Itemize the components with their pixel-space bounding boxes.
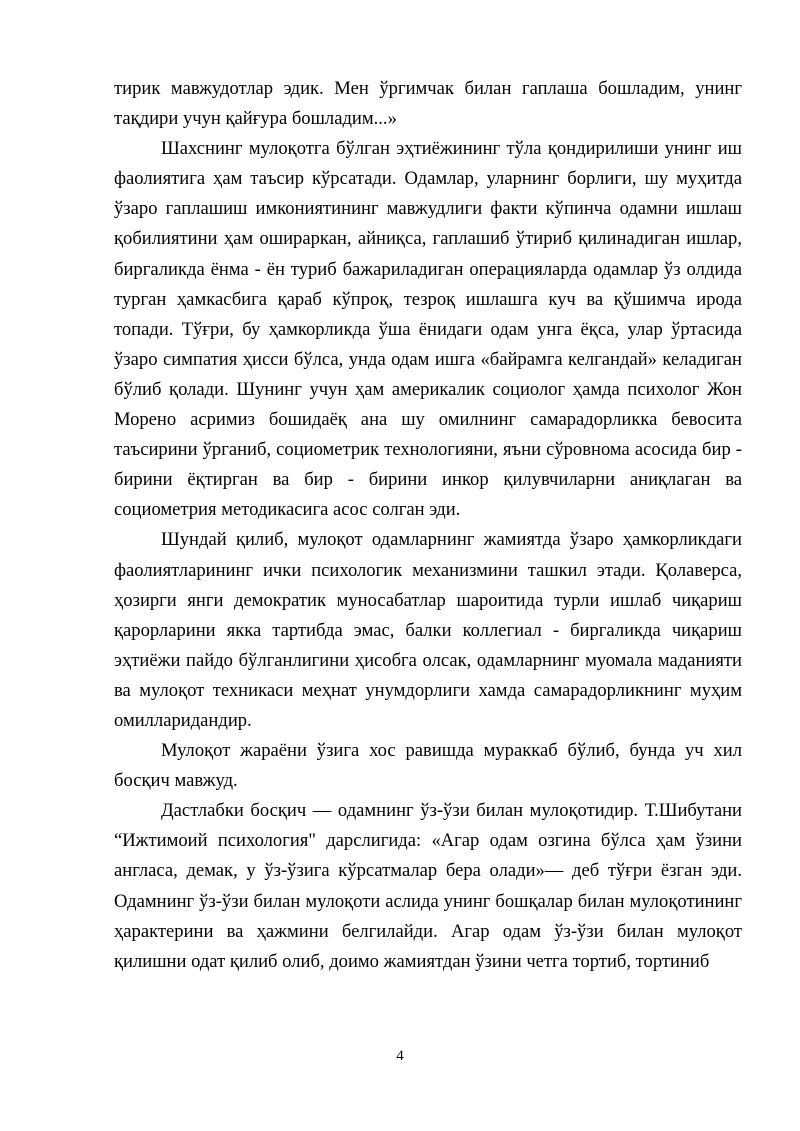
paragraph-continuation: тирик мавжудотлар эдик. Мен ўргимчак билан гаплаша бошладим, унинг тақдири учун қайғура бошладим...» [114, 78, 742, 130]
paragraph: Дастлабки босқич — одамнинг ўз-ўзи билан мулоқотидир. Т.Шибутани “Ижтимоий психология" дарслигида: «Агар одам озгина бўлса ҳам ўзини англаса, демак, у ўз-ўзига кўрсатмалар бера олади»— деб тўғри ёзган эди. Одамнинг ўз-ўзи билан мулоқоти аслида унинг бошқалар билан мулоқотининг ҳарактерини ва ҳажмини белгилайди. Агар одам ўз-ўзи билан мулоқот қилишни одат қилиб олиб, доимо жамиятдан ўзини четга тортиб, тортиниб [114, 800, 742, 972]
paragraph: Шундай қилиб, мулоқот одамларнинг жамиятда ўзаро ҳамкорликдаги фаолиятларининг ички психологик механизмини ташкил этади. Қолаверса, ҳозирги янги демократик муносабатлар шароитида турли ишлаб чиқариш қарорларини якка тартибда эмас, балки коллегиал - биргаликда чиқариш эҳтиёжи пайдо бўлганлигини ҳисобга олсак, одамларнинг муомала маданияти ва мулоқот техникаси меҳнат унумдорлиги хамда самарадорликнинг муҳим омилларидандир. [114, 529, 742, 731]
document-page [114, 74, 742, 977]
paragraph: Мулоқот жараёни ўзига хос равишда мураккаб бўлиб, бунда уч хил босқич мавжуд. [114, 740, 742, 792]
paragraph: Шахснинг мулоқотга бўлган эҳтиёжининг тўла қондирилиши унинг иш фаолиятига ҳам таъсир кўрсатади. Одамлар, уларнинг борлиги, шу муҳитда ўзаро гаплашиш имкониятининг мавжудлиги факти кўпинча одамни ишлаш қобилиятини ҳам ошираркан, айниқса, гаплашиб ўтириб қилинадиган ишлар, биргаликда ёнма - ён туриб бажариладиган операцияларда одамлар ўз олдида турган ҳамкасбига қараб кўпроқ, тезроқ ишлашга куч ва қўшимча ирода топади. Тўғри, бу ҳамкорликда ўша ёнидаги одам унга ёқса, улар ўртасида ўзаро симпатия ҳисси бўлса, унда одам ишга «байрамга келгандай» келадиган бўлиб қолади. Шунинг учун ҳам америкалик социолог ҳамда психолог Жон Морено асримиз бошидаёқ ана шу омилнинг самарадорликка бевосита таъсирини ўрганиб, социометрик технологияни, яъни сўровнома асосида бир - бирини ёқтирган ва бир - бирини инкор қилувчиларни аниқлаган ва социометрия методикасига асос солган эди. [114, 138, 742, 521]
page-number: 4 [396, 1048, 404, 1064]
